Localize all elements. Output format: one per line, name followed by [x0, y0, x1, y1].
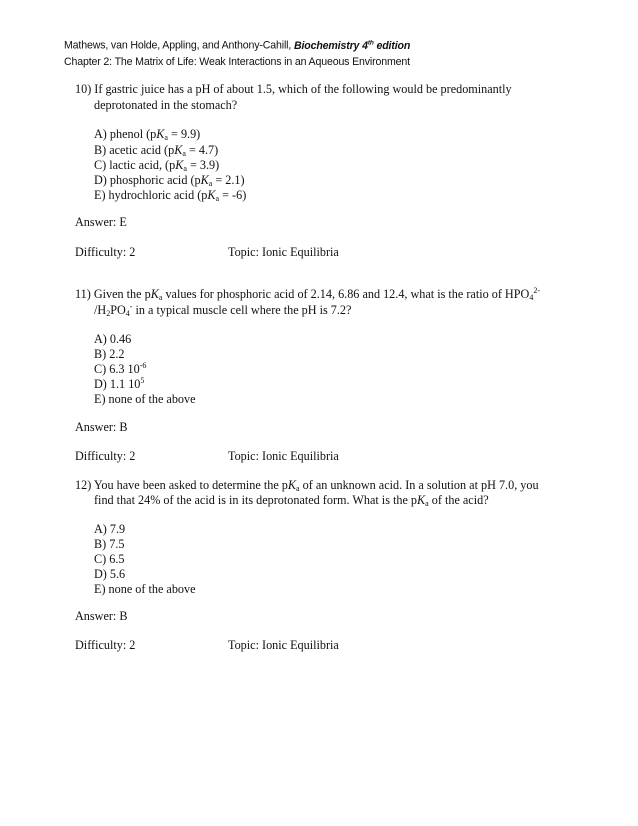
- q11-option-e: E) none of the above: [94, 392, 196, 406]
- q11-option-c: C) 6.3 $10^{-6}$: [94, 361, 147, 376]
- q12-difficulty: Difficulty: 2: [75, 638, 136, 652]
- q10-option-e: E) hydrochloric acid $(pK_a = -6)$: [94, 188, 247, 203]
- q12-option-c: C) 6.5: [94, 552, 125, 566]
- q11-topic: Topic: Ionic Equilibria: [228, 449, 339, 463]
- q12-answer: Answer: B: [75, 609, 128, 623]
- book-citation: [64, 39, 410, 52]
- q12-option-d: D) 5.6: [94, 567, 126, 581]
- q11-difficulty: Difficulty: 2: [75, 449, 136, 463]
- chapter-title: Chapter 2: The Matrix of Life: Weak Interactions in an Aqueous Environment: [64, 56, 410, 68]
- q12-topic: Topic: Ionic Equilibria: [228, 638, 339, 652]
- q10-option-a: A) phenol $(pK_a = 9.9)$: [94, 127, 201, 142]
- q11-answer: Answer: B: [75, 420, 128, 434]
- q12-stem-line2: find that 24% of the acid is in its deprotonated form. What is the $pK_a$ of the acid?: [94, 493, 489, 508]
- q10-option-d: D) phosphoric acid $(pK_a = 2.1)$: [94, 173, 245, 188]
- q11-option-d: D) 1.1 $10^5$: [94, 376, 145, 391]
- q12-stem-line1: 12) You have been asked to determine the $pK_a$ of an unknown acid. In a solution at pH 7.0, you: [75, 478, 539, 493]
- citation-authors: Mathews, van Holde, Appling, and Anthony-Cahill,: [64, 39, 294, 52]
- q11-option-a: A) 0.46: [94, 332, 132, 346]
- q10-topic: Topic: Ionic Equilibria: [228, 245, 339, 259]
- q11-stem-line1: 11) Given the $pK_a$ values for phosphoric acid of 2.14, 6.86 and 12.4, what is the ratio of $HPO_4^{2-}$: [75, 286, 540, 302]
- q10-stem-line1: 10) If gastric juice has a pH of about 1.5, which of the following would be predominantly: [75, 82, 512, 96]
- q11-stem-line2: $/H_2PO_4^-$ in a typical muscle cell where the pH is 7.2?: [94, 302, 352, 318]
- q10-option-c: C) lactic acid, $(pK_a = 3.9)$: [94, 158, 220, 173]
- q12-option-e: E) none of the above: [94, 582, 196, 596]
- q12-option-a: A) 7.9: [94, 522, 126, 536]
- q10-stem-line2: deprotonated in the stomach?: [94, 98, 238, 112]
- q10-difficulty: Difficulty: 2: [75, 245, 136, 259]
- q10-answer: Answer: E: [75, 215, 127, 229]
- book-title: Biochemistry 4th edition: [293, 39, 411, 52]
- q12-option-b: B) 7.5: [94, 537, 125, 551]
- q11-option-b: B) 2.2: [94, 347, 125, 361]
- q10-option-b: B) acetic acid $(pK_a = 4.7)$: [94, 143, 219, 158]
